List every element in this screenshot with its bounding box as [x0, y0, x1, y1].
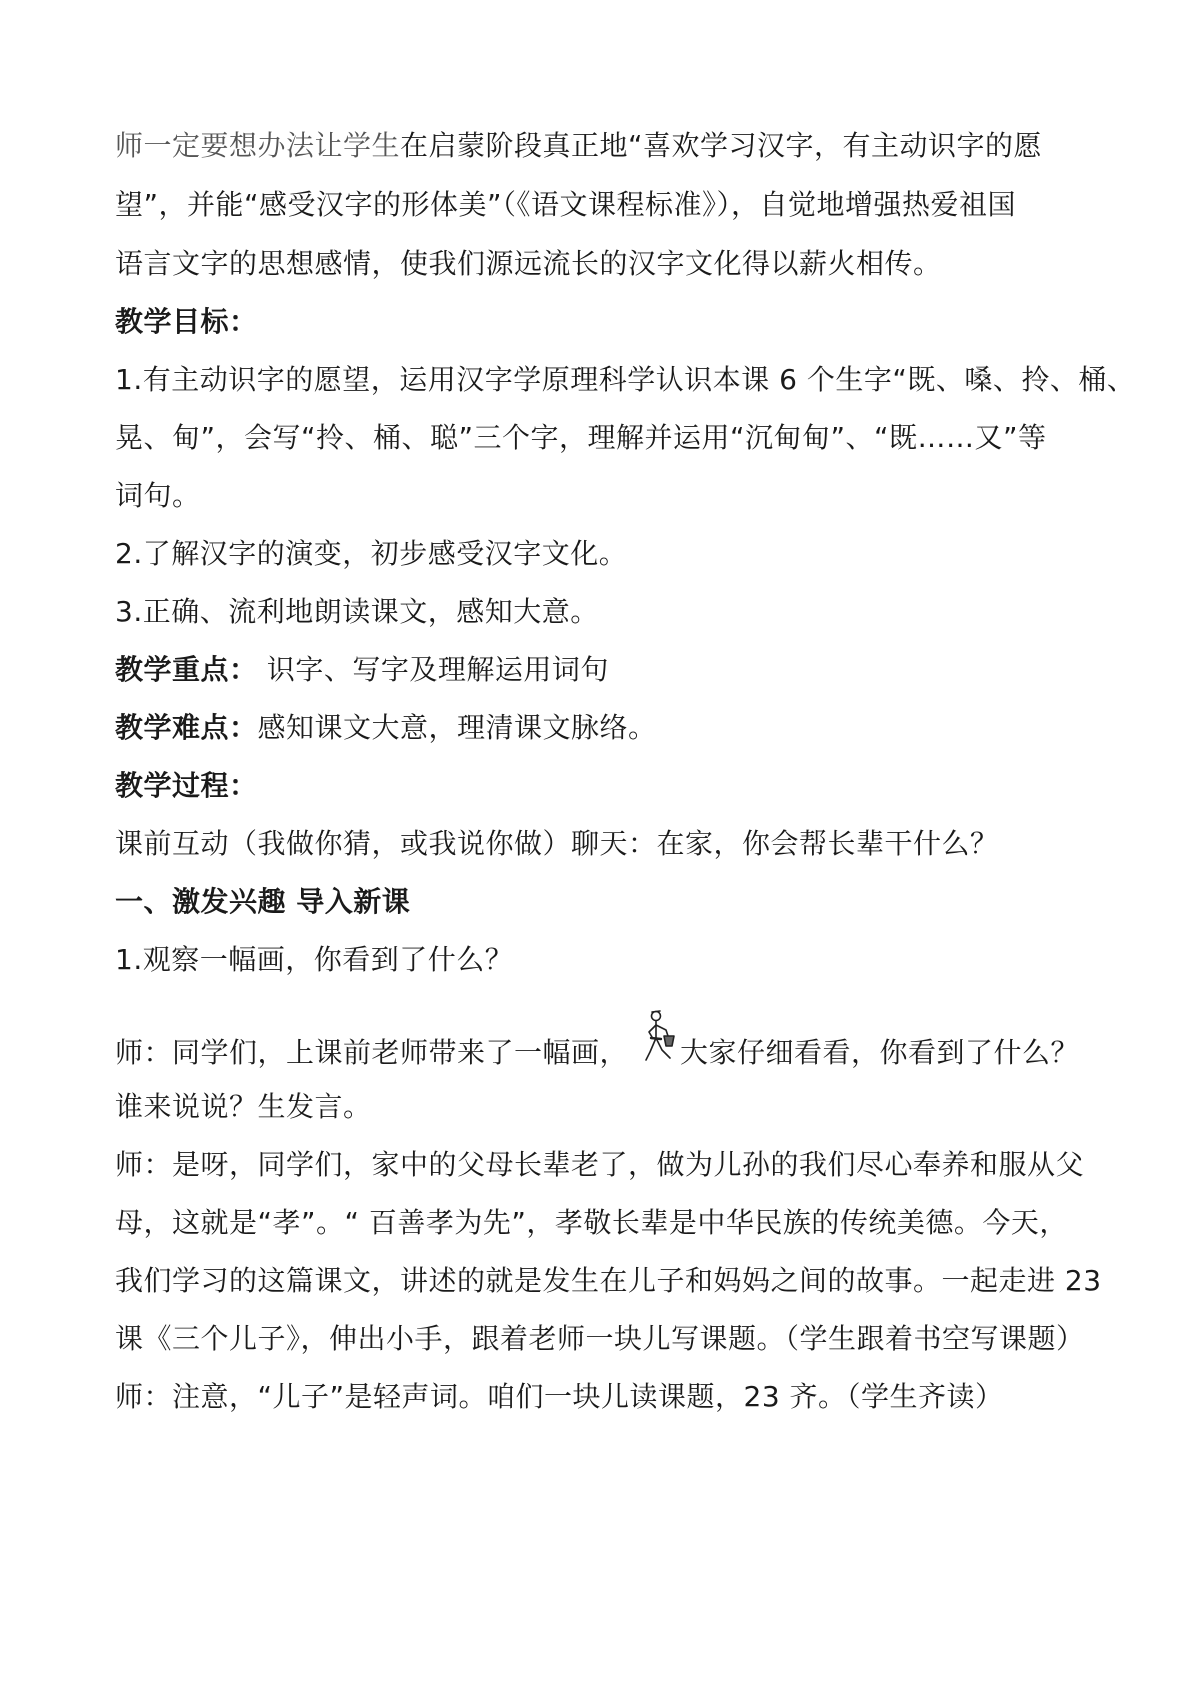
section-1-item-1: 1.观察一幅画，你看到了什么？ — [115, 943, 514, 976]
response-line: 谁来说说？生发言。 — [115, 1090, 372, 1123]
paragraph-line: 语言文字的思想感情，使我们源远流长的汉字文化得以薪火相传。 — [115, 247, 942, 280]
pre-class-activity: 课前互动（我做你猜，或我说你做）聊天：在家，你会帮长辈干什么？ — [115, 827, 999, 860]
key-points-label: 教学重点： — [115, 653, 258, 686]
person-carrying-bucket-icon — [642, 1008, 680, 1070]
section-heading-1: 一、激发兴趣 导入新课 — [115, 885, 411, 918]
goal-item-3: 3.正确、流利地朗读课文，感知大意。 — [115, 595, 599, 628]
goal-item-1-cont: 词句。 — [115, 479, 201, 512]
difficulty-label: 教学难点： — [115, 711, 258, 744]
key-points-text: 识字、写字及理解运用词句 — [257, 653, 609, 686]
teacher-line: 师：注意，“儿子”是轻声词。咱们一块儿读课题，23 齐。（学生齐读） — [115, 1380, 1004, 1413]
teacher-line-cont: 课《三个儿子》，伸出小手，跟着老师一块儿写课题。（学生跟着书空写课题） — [115, 1322, 1085, 1355]
process-heading: 教学过程： — [115, 769, 258, 802]
teacher-text: 师：同学们，上课前老师带来了一幅画， — [115, 1036, 629, 1069]
paragraph-line: 望”，并能“感受汉字的形体美”（《语文课程标准》），自觉地增强热爱祖国 — [115, 188, 1017, 221]
goals-heading: 教学目标： — [115, 305, 258, 338]
key-points-line — [115, 650, 1095, 690]
teacher-line — [115, 1008, 1095, 1073]
paragraph-line — [115, 126, 1095, 166]
teacher-line: 师：是呀，同学们，家中的父母长辈老了，做为儿孙的我们尽心奉养和服从父 — [115, 1148, 1085, 1181]
goal-item-1-cont: 晃、甸”，会写“拎、桶、聪”三个字，理解并运用“沉甸甸”、“既……又”等 — [115, 421, 1047, 454]
paragraph-lead-text: 师一定要想办法让学生 — [115, 129, 401, 162]
goal-item-1: 1.有主动识字的愿望，运用汉字学原理科学认识本课 6 个生字“既、嗓、拎、桶、 — [115, 363, 1136, 396]
goal-item-2: 2.了解汉字的演变，初步感受汉字文化。 — [115, 537, 628, 570]
teacher-line-cont: 我们学习的这篇课文，讲述的就是发生在儿子和妈妈之间的故事。一起走进 23 — [115, 1264, 1102, 1297]
teacher-text: 大家仔细看看，你看到了什么？ — [680, 1036, 1080, 1069]
paragraph-text: 在启蒙阶段真正地“喜欢学习汉字，有主动识字的愿 — [400, 129, 1043, 162]
difficulty-line — [115, 708, 1095, 748]
difficulty-text: 感知课文大意，理清课文脉络。 — [257, 711, 657, 744]
teacher-line-cont: 母，这就是“孝”。“ 百善孝为先”，孝敬长辈是中华民族的传统美德。今天， — [115, 1206, 1068, 1239]
